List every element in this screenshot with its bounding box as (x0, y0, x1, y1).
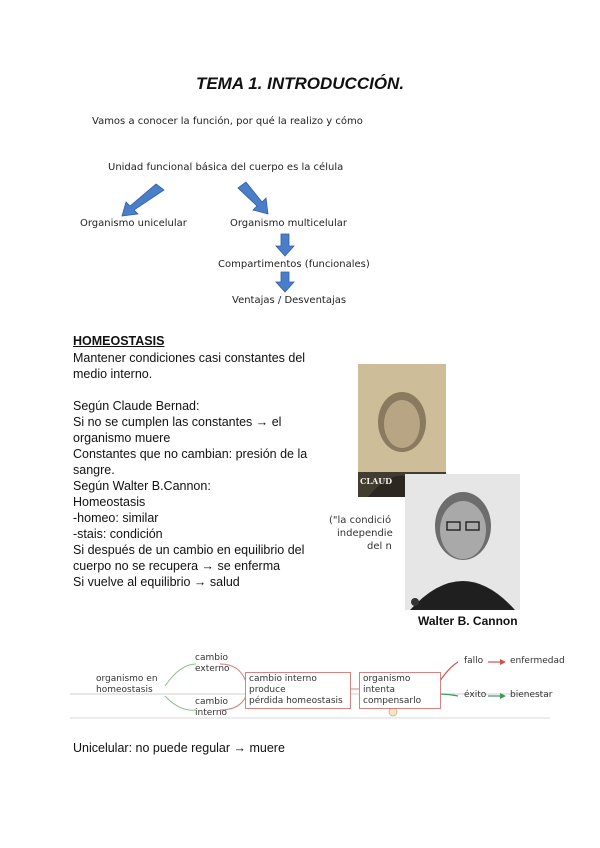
body-line: medio interno. (73, 367, 153, 381)
flow-compensate-box (359, 672, 441, 709)
flow-start (96, 674, 158, 696)
flow-internal-line: interno (195, 708, 228, 718)
body-line: -stais: condición (73, 527, 163, 541)
body-line: Si vuelve al equilibrio → salud (73, 575, 240, 589)
cannon-portrait-image (405, 474, 520, 610)
unicellular-text: Organismo unicelular (80, 218, 187, 229)
cell-unit-text: Unidad funcional básica del cuerpo es la célula (108, 162, 344, 173)
flow-internal-change (195, 697, 228, 719)
bernard-label: CLAUD (360, 476, 393, 486)
flow-external-change (195, 653, 230, 675)
body-line: organismo muere (73, 431, 171, 445)
multicellular-text: Organismo multicelular (230, 218, 347, 229)
body-line: Constantes que no cambian: presión de la (73, 447, 308, 461)
cannon-photo (405, 474, 520, 610)
body-line: Mantener condiciones casi constantes del (73, 351, 306, 365)
quote-line: independie (337, 528, 393, 539)
homeostasis-heading: HOMEOSTASIS (73, 334, 165, 348)
body-line: Homeostasis (73, 495, 146, 509)
flow-fail: fallo (464, 656, 484, 666)
quote-line: del n (367, 541, 392, 552)
body-line: Si no se cumplen las constantes → el (73, 415, 282, 429)
intro-line: Vamos a conocer la función, por qué la realizo y cómo (92, 116, 363, 127)
arrow-down-1 (276, 234, 294, 256)
flow-success: éxito (464, 690, 487, 700)
flow-start-line: organismo en (96, 674, 158, 684)
flow-compensate-line: organismo intenta (363, 674, 411, 695)
flow-start-line: homeostasis (96, 685, 153, 695)
arrow-right-diagonal (238, 182, 268, 214)
body-line: cuerpo no se recupera → se enferma (73, 559, 281, 573)
body-line: Según Walter B.Cannon: (73, 479, 211, 493)
bernard-quote (329, 514, 393, 553)
homeostasis-body (73, 350, 323, 590)
flow-external-line: externo (195, 664, 230, 674)
flow-external-line: cambio (195, 653, 228, 663)
unicellular-note: Unicelular: no puede regular → muere (73, 741, 285, 755)
arrow-down-2 (276, 272, 294, 292)
arrow-left-diagonal (122, 184, 164, 216)
flow-wellbeing: bienestar (510, 690, 553, 700)
body-line: -homeo: similar (73, 511, 159, 525)
flow-compensate-line: compensarlo (363, 696, 422, 706)
flow-loss-box (245, 672, 351, 709)
pros-cons-text: Ventajas / Desventajas (232, 295, 347, 306)
cannon-caption: Walter B. Cannon (418, 614, 518, 628)
page-title: TEMA 1. INTRODUCCIÓN. (195, 74, 405, 93)
concept-arrows (0, 170, 600, 310)
flow-loss-line: pérdida homeostasis (249, 696, 343, 706)
flow-disease: enfermedad (510, 656, 565, 666)
body-line: sangre. (73, 463, 115, 477)
quote-line: ("la condició (329, 515, 392, 526)
flow-internal-line: cambio (195, 697, 228, 707)
body-line: Si después de un cambio en equilibrio del (73, 543, 305, 557)
body-line: Según Claude Bernad: (73, 399, 200, 413)
body-line (73, 382, 323, 398)
compartments-text: Compartimentos (funcionales) (218, 259, 370, 270)
flow-loss-line: cambio interno produce (249, 674, 317, 695)
